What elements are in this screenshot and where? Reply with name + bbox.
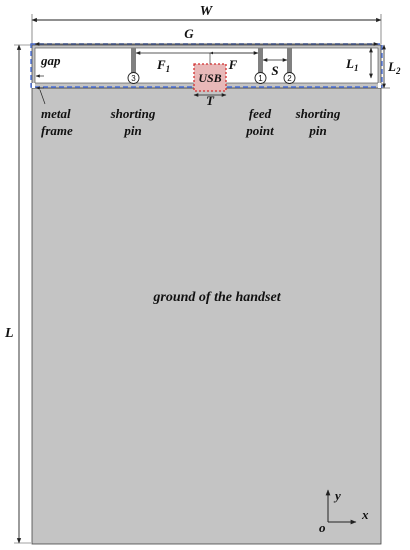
ground-plane — [32, 88, 381, 544]
marker-feed — [255, 73, 266, 84]
shorting-pin-left — [131, 48, 136, 75]
t-label: T — [206, 93, 214, 108]
marker-feed-text: 1 — [258, 74, 263, 83]
f1-label-sub: 1 — [165, 64, 171, 74]
shorting-pin-right-label-line2: pin — [309, 123, 327, 138]
l-label: L — [5, 326, 14, 341]
metal-frame-label-line2: frame — [41, 123, 73, 138]
feed-point-label-line2: point — [246, 123, 274, 138]
axis-y-label: y — [335, 488, 341, 503]
feed-point-strip — [258, 48, 263, 75]
marker-pin-right-text: 2 — [287, 74, 292, 83]
l2-label-sub: 2 — [395, 66, 401, 76]
axis-x-label: x — [362, 507, 369, 522]
shorting-pin-left-label-line1: shorting — [110, 106, 156, 121]
marker-pin-left-text: 3 — [131, 74, 136, 83]
f-label: F — [228, 57, 238, 72]
s-label: S — [271, 63, 279, 78]
l1-label-sub: 1 — [353, 63, 359, 73]
g-label: G — [184, 26, 194, 41]
l2-label — [387, 59, 401, 76]
ground-label: ground of the handset — [153, 290, 281, 305]
axis-origin-label: o — [319, 520, 326, 535]
usb-label: USB — [198, 71, 222, 85]
feed-point-label-line1: feed — [248, 106, 272, 121]
l2-label-main: L — [388, 59, 396, 74]
shorting-pin-right — [287, 48, 292, 75]
f1-label-main: F — [157, 57, 166, 72]
marker-pin-right — [284, 73, 295, 84]
shorting-pin-right-label-line1: shorting — [295, 106, 341, 121]
frame-gap-right — [378, 83, 381, 88]
shorting-pin-left-label-line2: pin — [124, 123, 142, 138]
l1-label-main: L — [346, 56, 354, 71]
gap-label: gap — [41, 53, 61, 68]
frame-gap-left — [32, 83, 35, 88]
metal-frame-label-line1: metal — [41, 106, 71, 121]
w-label: W — [199, 4, 213, 19]
marker-pin-left — [128, 73, 139, 84]
